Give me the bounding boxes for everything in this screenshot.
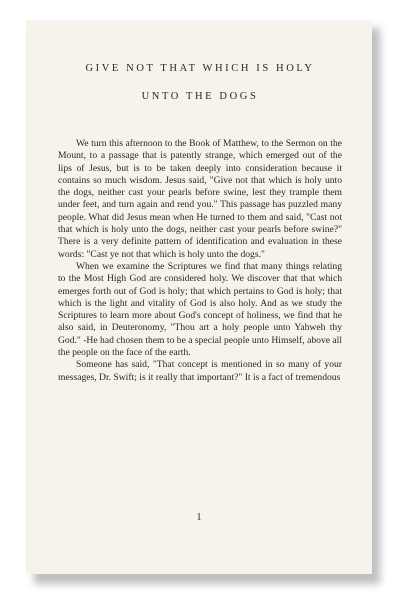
book-page bbox=[26, 20, 372, 574]
paragraph: Someone has said, "That concept is mentioned in so many of your messages, Dr. Swift; is it really that important?" It is a fact of tremendous bbox=[58, 359, 342, 383]
chapter-title-line-2: UNTO THE DOGS bbox=[141, 91, 259, 102]
chapter-title-line-1: GIVE NOT THAT WHICH IS HOLY bbox=[85, 63, 315, 74]
paragraph: We turn this afternoon to the Book of Matthew, to the Sermon on the Mount, to a passage that is patently strange, which emerged out of the lips of Jesus, but is to be taken deeply into consideration because it contains so much wisdom. Jesus said, "Give not that which is holy unto the dogs, neither cast your pearls before swine, lest they trample them under feet, and turn again and rend you." This passage has puzzled many people. What did Jesus mean when He turned to them and said, "Cast not that which is holy unto the dogs, neither cast your pearls before swine?" There is a very definite pattern of identification and evaluation in these words: "Cast ye not that which is holy unto the dogs." bbox=[58, 138, 342, 260]
page-number: 1 bbox=[196, 512, 202, 523]
page-body bbox=[58, 138, 342, 384]
paragraph: When we examine the Scriptures we find that many things relating to the Most High God are considered holy. We discover that that which emerges forth out of God is holy; that which pertains to God is holy; that which is the light and vitality of God is also holy. And as we study the Scriptures to learn more about God's concept of holiness, we find that he also said, in Deuteronomy, "Thou art a holy people unto Yahweh thy God." -He had chosen them to be a special people unto Himself, above all the people on the face of the earth. bbox=[58, 260, 342, 359]
